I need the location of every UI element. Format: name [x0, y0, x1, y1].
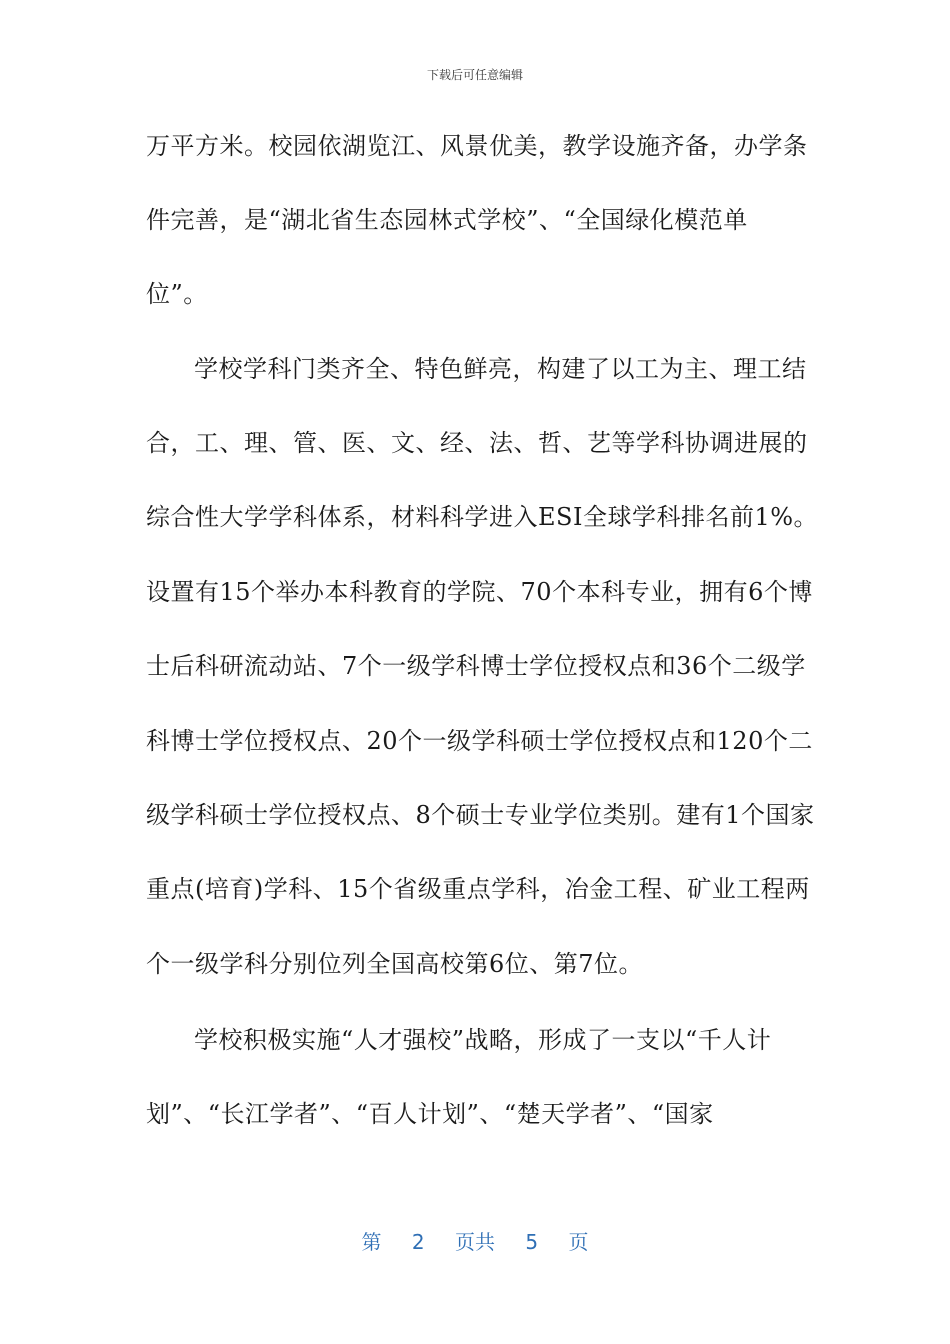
body-line: 学校积极实施“人才强校”战略，形成了一支以“千人计 [194, 1026, 772, 1054]
body-line: 重点(培育)学科、15个省级重点学科，冶金工程、矿业工程两 [146, 875, 810, 903]
page-footer [0, 1226, 950, 1255]
header-note: 下载后可任意编辑 [426, 68, 523, 82]
body-line: 综合性大学学科体系，材料科学进入ESI全球学科排名前1%。 [146, 503, 819, 531]
footer-page-current: 2 [411, 1230, 425, 1254]
footer-label-ye: 页 [568, 1230, 589, 1254]
footer-label-ye-gong: 页共 [455, 1230, 495, 1254]
footer-label-di: 第 [361, 1230, 382, 1254]
body-line: 个一级学科分别位列全国高校第6位、第7位。 [146, 950, 644, 978]
body-line: 级学科硕士学位授权点、8个硕士专业学位类别。建有1个国家 [146, 801, 815, 829]
body-line: 万平方米。校园依湖览江、风景优美，教学设施齐备，办学条 [146, 132, 808, 160]
body-line: 科博士学位授权点、20个一级学科硕士学位授权点和120个二 [146, 727, 813, 755]
body-line: 士后科研流动站、7个一级学科博士学位授权点和36个二级学 [146, 652, 806, 680]
body-line: 设置有15个举办本科教育的学院、70个本科专业，拥有6个博 [146, 578, 813, 606]
body-line: 位”。 [146, 280, 208, 308]
body-line: 学校学科门类齐全、特色鲜亮，构建了以工为主、理工结 [194, 355, 807, 383]
body-line: 划”、“长江学者”、“百人计划”、“楚天学者”、“国家 [146, 1100, 714, 1128]
body-line: 合，工、理、管、医、文、经、法、哲、艺等学科协调进展的 [146, 429, 808, 457]
footer-page-total: 5 [525, 1230, 539, 1254]
body-line: 件完善，是“湖北省生态园林式学校”、“全国绿化模范单 [146, 206, 748, 234]
